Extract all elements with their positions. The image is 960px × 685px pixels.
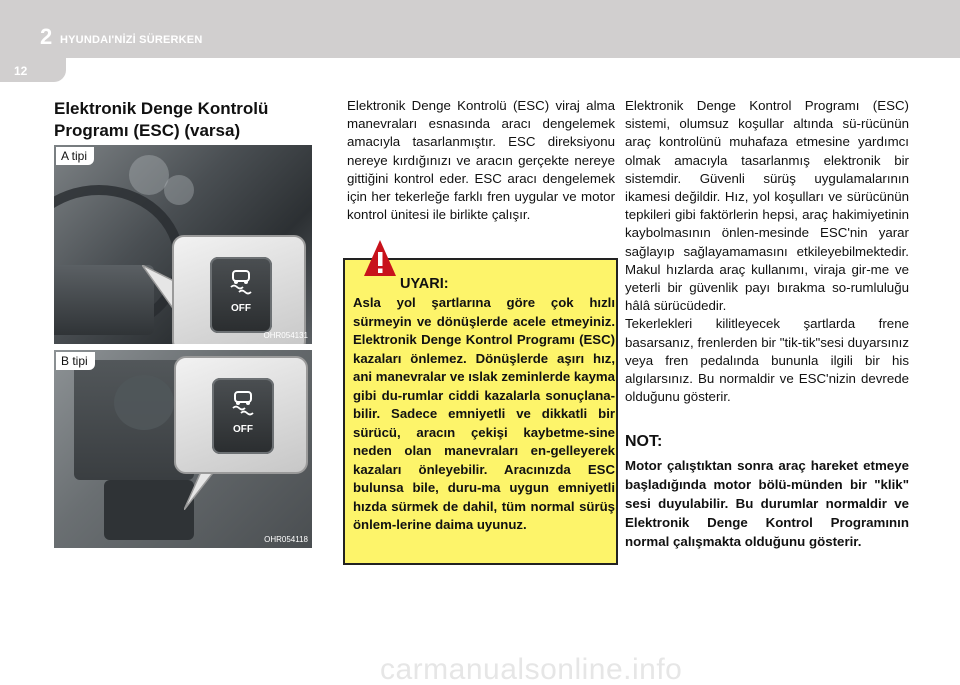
note-title: NOT: bbox=[625, 433, 663, 450]
figure-a-code: OHR054131 bbox=[263, 331, 308, 340]
chapter-title: HYUNDAI'NİZİ SÜRERKEN bbox=[60, 34, 203, 46]
warning-box bbox=[343, 258, 618, 565]
warning-text: Asla yol şartlarına göre çok hızlı sürmeyin ve dönüşlerde acele etmeyiniz. Elektronik Denge Kontrol Programı (ESC) kazaları önlemez. Dönüşlerde aşırı hız, ani manevralar ve ıslak zeminlerde kayma gibi du-rumlar ciddi kazalarla sonuçlana-bilir. Sadece emniyetli ve dikkatli bir sürücü, aracın çekişi kaybetme-sine neden olan manevraları en-gelleyerek kazaları önleyebilir. Aracınızda ESC bulunsa bile, duru-ma uygun emniyetli hızda sürmek de dahil, tüm normal sürüş önlem-lerine daima uyunuz. bbox=[353, 295, 615, 532]
description-column bbox=[625, 97, 909, 406]
figure-a-photo bbox=[54, 145, 312, 344]
warning-title: UYARI: bbox=[400, 276, 449, 292]
header-bar bbox=[0, 0, 960, 58]
off-text: OFF bbox=[231, 303, 251, 314]
section-title: Elektronik Denge Kontrolü Programı (ESC) (varsa) bbox=[54, 99, 269, 140]
chapter-number: 2 bbox=[40, 24, 53, 49]
esc-off-callout-b bbox=[174, 356, 308, 474]
figure-b-photo bbox=[54, 350, 312, 548]
note-text: Motor çalıştıktan sonra araç hareket etmeye başladığında motor bölü-münden bir "klik" sesi duyulabilir. Bu durumlar normaldir ve Elektronik Denge Kontrol Programının normal çalışmakta olduğunu gösterir. bbox=[625, 458, 909, 549]
figure-b-label: B tipi bbox=[56, 352, 95, 370]
watermark: carmanualsonline.info bbox=[380, 653, 683, 685]
page-number: 12 bbox=[14, 64, 28, 78]
off-text: OFF bbox=[233, 424, 253, 435]
brake-sound-paragraph: Tekerlekleri kilitleyecek şartlarda frene basarsanız, frenlerden bir "tik-tik"sesi duyarsınız veya fren pedalında bununla ilgili bir his algılarsınız. Bu normaldir ve ESC'nizin devrede olduğunu gösterir. bbox=[625, 316, 909, 405]
intro-paragraph: Elektronik Denge Kontrolü (ESC) viraj alma manevraları esnasında aracı dengelemek amacıyla tasarlanmıştır. ESC direksiyonu nereye kırdığınızı ve aracın gerçekte nereye gittiğini kontrol eder. ESC aracı dengelemek için her tekerleğe farklı fren uygular ve motor kontrol ünitesi ile birlikte çalışır. bbox=[347, 98, 615, 223]
esc-off-callout-a bbox=[172, 235, 306, 344]
figure-b-code: OHR054118 bbox=[264, 535, 308, 544]
figure-a-label: A tipi bbox=[56, 147, 94, 165]
esc-off-button-icon bbox=[212, 378, 274, 454]
exclamation-triangle-icon bbox=[363, 239, 397, 277]
page-tab bbox=[0, 58, 66, 82]
esc-description-paragraph: Elektronik Denge Kontrol Programı (ESC) sistemi, olumsuz koşullar altında sü-rücünün araç kontrolünü muhafaza etmesine yardımcı olmak amacıyla tasarlanmış elektronik bir sistemdir. Güvenli sürüş uygulamalarının ikamesi değildir. Hız, yol koşulları ve sürücünün tepkileri gibi faktörlerin hepsi, araç hakimiyetinin kaybolmasının önlen-mesinde ESC'nin yarar sağlayıp sağlayamamasını etkileyebilmektedir. Makul hızlarda araç kullanımı, viraja gir-me ve yeterli bir güvenlik payı bırakma so-rumluluğu hâlâ sürücüdedir. bbox=[625, 98, 909, 314]
esc-off-button-icon bbox=[210, 257, 272, 333]
